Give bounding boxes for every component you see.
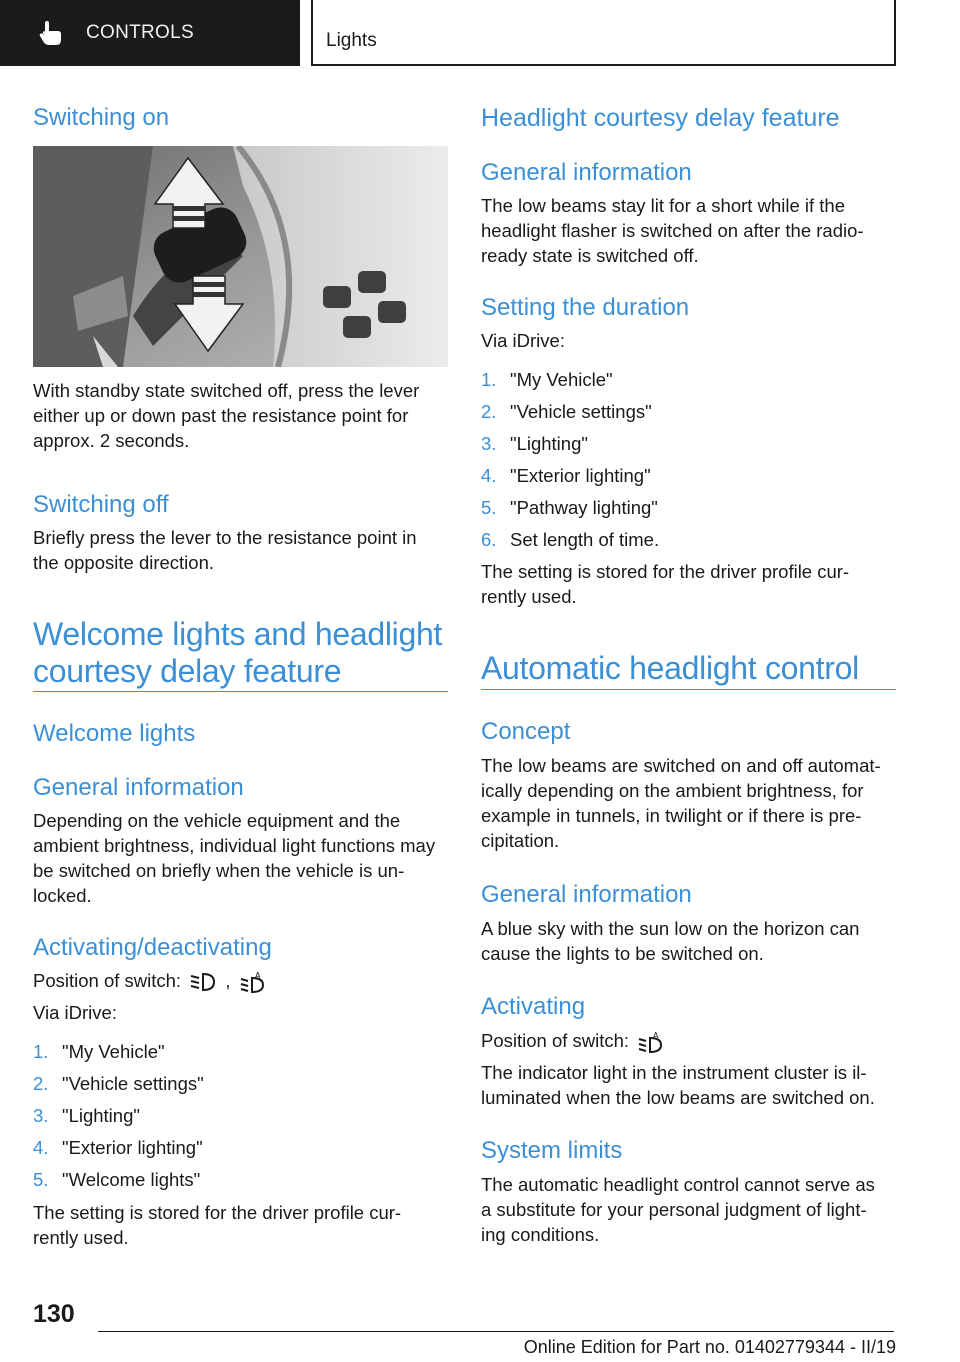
position-label: Position of switch: bbox=[481, 1030, 630, 1051]
switch-position-line bbox=[33, 968, 448, 993]
text-line: The setting is stored for the driver profile cur- bbox=[33, 1202, 402, 1223]
list-item bbox=[481, 463, 659, 495]
list-item bbox=[481, 399, 659, 431]
heading-system-limits: System limits bbox=[481, 1137, 623, 1164]
step-text: "My Vehicle" bbox=[510, 369, 613, 390]
list-item bbox=[481, 527, 659, 559]
chapter-label: Lights bbox=[326, 30, 377, 51]
text-line: ready state is switched off. bbox=[481, 245, 699, 266]
step-text: "Lighting" bbox=[62, 1105, 140, 1126]
list-item bbox=[481, 495, 659, 527]
step-text: Set length of time. bbox=[510, 529, 660, 550]
heading-courtesy-delay: Headlight courtesy delay feature bbox=[481, 104, 840, 132]
step-text: "Lighting" bbox=[510, 433, 588, 454]
text-line: cause the lights to be switched on. bbox=[481, 943, 764, 964]
text-line: example in tunnels, in twilight or if there is pre- bbox=[481, 805, 862, 826]
step-number: 4. bbox=[33, 1137, 49, 1158]
step-number: 2. bbox=[481, 401, 497, 422]
page-header bbox=[0, 0, 960, 66]
list-item bbox=[33, 1167, 204, 1199]
list-item bbox=[481, 431, 659, 463]
list-item bbox=[33, 1103, 204, 1135]
lever-illustration bbox=[33, 146, 448, 367]
courtesy-stored-text bbox=[481, 559, 896, 609]
step-text: "Exterior lighting" bbox=[510, 465, 651, 486]
section-label: CONTROLS bbox=[86, 22, 194, 43]
heading-line: Welcome lights and headlight bbox=[33, 616, 443, 652]
welcome-stored-text bbox=[33, 1200, 448, 1250]
list-item bbox=[33, 1135, 204, 1167]
limits-text bbox=[481, 1172, 896, 1247]
auto-switch-position bbox=[481, 1028, 896, 1053]
text-line: rently used. bbox=[33, 1227, 129, 1248]
text-line: rently used. bbox=[481, 586, 577, 607]
section-divider bbox=[481, 689, 896, 690]
heading-auto-general: General information bbox=[481, 881, 692, 908]
step-number: 5. bbox=[33, 1169, 49, 1190]
text-line: ically depending on the ambient brightness, for bbox=[481, 780, 864, 801]
step-text: "Vehicle settings" bbox=[510, 401, 652, 422]
text-line: The low beams are switched on and off automat- bbox=[481, 755, 881, 776]
heading-switching-off: Switching off bbox=[33, 491, 169, 518]
switching-on-text bbox=[33, 378, 448, 453]
section-tab[interactable] bbox=[0, 0, 300, 66]
step-number: 1. bbox=[481, 369, 497, 390]
text-line: luminated when the low beams are switched on. bbox=[481, 1087, 875, 1108]
heading-welcome-lights: Welcome lights bbox=[33, 720, 196, 747]
text-line: ambient brightness, individual light functions may bbox=[33, 835, 436, 856]
page-number: 130 bbox=[33, 1300, 75, 1328]
indicator-text bbox=[481, 1060, 896, 1110]
text-line: The low beams stay lit for a short while if the bbox=[481, 195, 845, 216]
low-beam-icon bbox=[190, 971, 216, 993]
text-line: a substitute for your personal judgment of light- bbox=[481, 1199, 867, 1220]
text-line: headlight flasher is switched on after the radio- bbox=[481, 220, 864, 241]
via-idrive-right: Via iDrive: bbox=[481, 330, 565, 351]
text-line: Depending on the vehicle equipment and the bbox=[33, 810, 401, 831]
list-item bbox=[481, 367, 659, 399]
duration-steps-list bbox=[481, 367, 659, 559]
text-line: either up or down past the resistance point for bbox=[33, 405, 409, 426]
heading-concept: Concept bbox=[481, 718, 571, 745]
auto-general-text bbox=[481, 916, 896, 966]
section-divider bbox=[33, 691, 448, 692]
chapter-tab bbox=[311, 0, 896, 66]
step-text: "Exterior lighting" bbox=[62, 1137, 203, 1158]
step-number: 3. bbox=[481, 433, 497, 454]
auto-headlight-icon bbox=[638, 1031, 664, 1053]
step-number: 2. bbox=[33, 1073, 49, 1094]
via-idrive-left: Via iDrive: bbox=[33, 1002, 117, 1023]
welcome-general-text bbox=[33, 808, 453, 908]
step-text: "Vehicle settings" bbox=[62, 1073, 204, 1094]
list-item bbox=[33, 1071, 204, 1103]
text-line: the opposite direction. bbox=[33, 552, 215, 573]
text-line: locked. bbox=[33, 885, 92, 906]
heading-general-info: General information bbox=[33, 774, 244, 801]
step-number: 6. bbox=[481, 529, 497, 550]
switching-off-text bbox=[33, 525, 448, 575]
lever-photo bbox=[33, 146, 448, 367]
text-line: With standby state switched off, press the lever bbox=[33, 380, 420, 401]
hand-pointer-icon bbox=[38, 19, 66, 47]
auto-headlight-icon bbox=[240, 971, 266, 993]
heading-line: courtesy delay feature bbox=[33, 653, 342, 689]
step-text: "Pathway lighting" bbox=[510, 497, 658, 518]
text-line: cipitation. bbox=[481, 830, 560, 851]
heading-courtesy-general: General information bbox=[481, 159, 692, 186]
text-line: approx. 2 seconds. bbox=[33, 430, 190, 451]
text-line: The indicator light in the instrument cluster is il- bbox=[481, 1062, 867, 1083]
heading-welcome-section bbox=[33, 616, 448, 690]
text-line: be switched on briefly when the vehicle is un- bbox=[33, 860, 405, 881]
heading-switching-on: Switching on bbox=[33, 104, 170, 131]
edition-note: Online Edition for Part no. 01402779344 - II/19 bbox=[523, 1337, 896, 1357]
list-item bbox=[33, 1039, 204, 1071]
courtesy-general-text bbox=[481, 193, 896, 268]
concept-text bbox=[481, 753, 901, 853]
step-text: "My Vehicle" bbox=[62, 1041, 165, 1062]
text-line: ing conditions. bbox=[481, 1224, 600, 1245]
position-separator: , bbox=[225, 970, 231, 991]
text-line: Briefly press the lever to the resistance point in bbox=[33, 527, 417, 548]
step-number: 4. bbox=[481, 465, 497, 486]
welcome-steps-list bbox=[33, 1039, 204, 1199]
heading-activating-deactivating: Activating/deactivating bbox=[33, 934, 272, 961]
step-number: 3. bbox=[33, 1105, 49, 1126]
step-text: "Welcome lights" bbox=[62, 1169, 201, 1190]
footer-divider bbox=[98, 1331, 894, 1332]
svg-text:A: A bbox=[254, 971, 261, 981]
text-line: The automatic headlight control cannot serve as bbox=[481, 1174, 875, 1195]
text-line: A blue sky with the sun low on the horizon can bbox=[481, 918, 860, 939]
position-label: Position of switch: bbox=[33, 970, 182, 991]
text-line: The setting is stored for the driver profile cur- bbox=[481, 561, 850, 582]
heading-setting-duration: Setting the duration bbox=[481, 294, 690, 321]
heading-activating: Activating bbox=[481, 993, 586, 1020]
svg-text:A: A bbox=[653, 1031, 659, 1041]
step-number: 5. bbox=[481, 497, 497, 518]
step-number: 1. bbox=[33, 1041, 49, 1062]
heading-auto-headlight: Automatic headlight control bbox=[481, 650, 859, 686]
